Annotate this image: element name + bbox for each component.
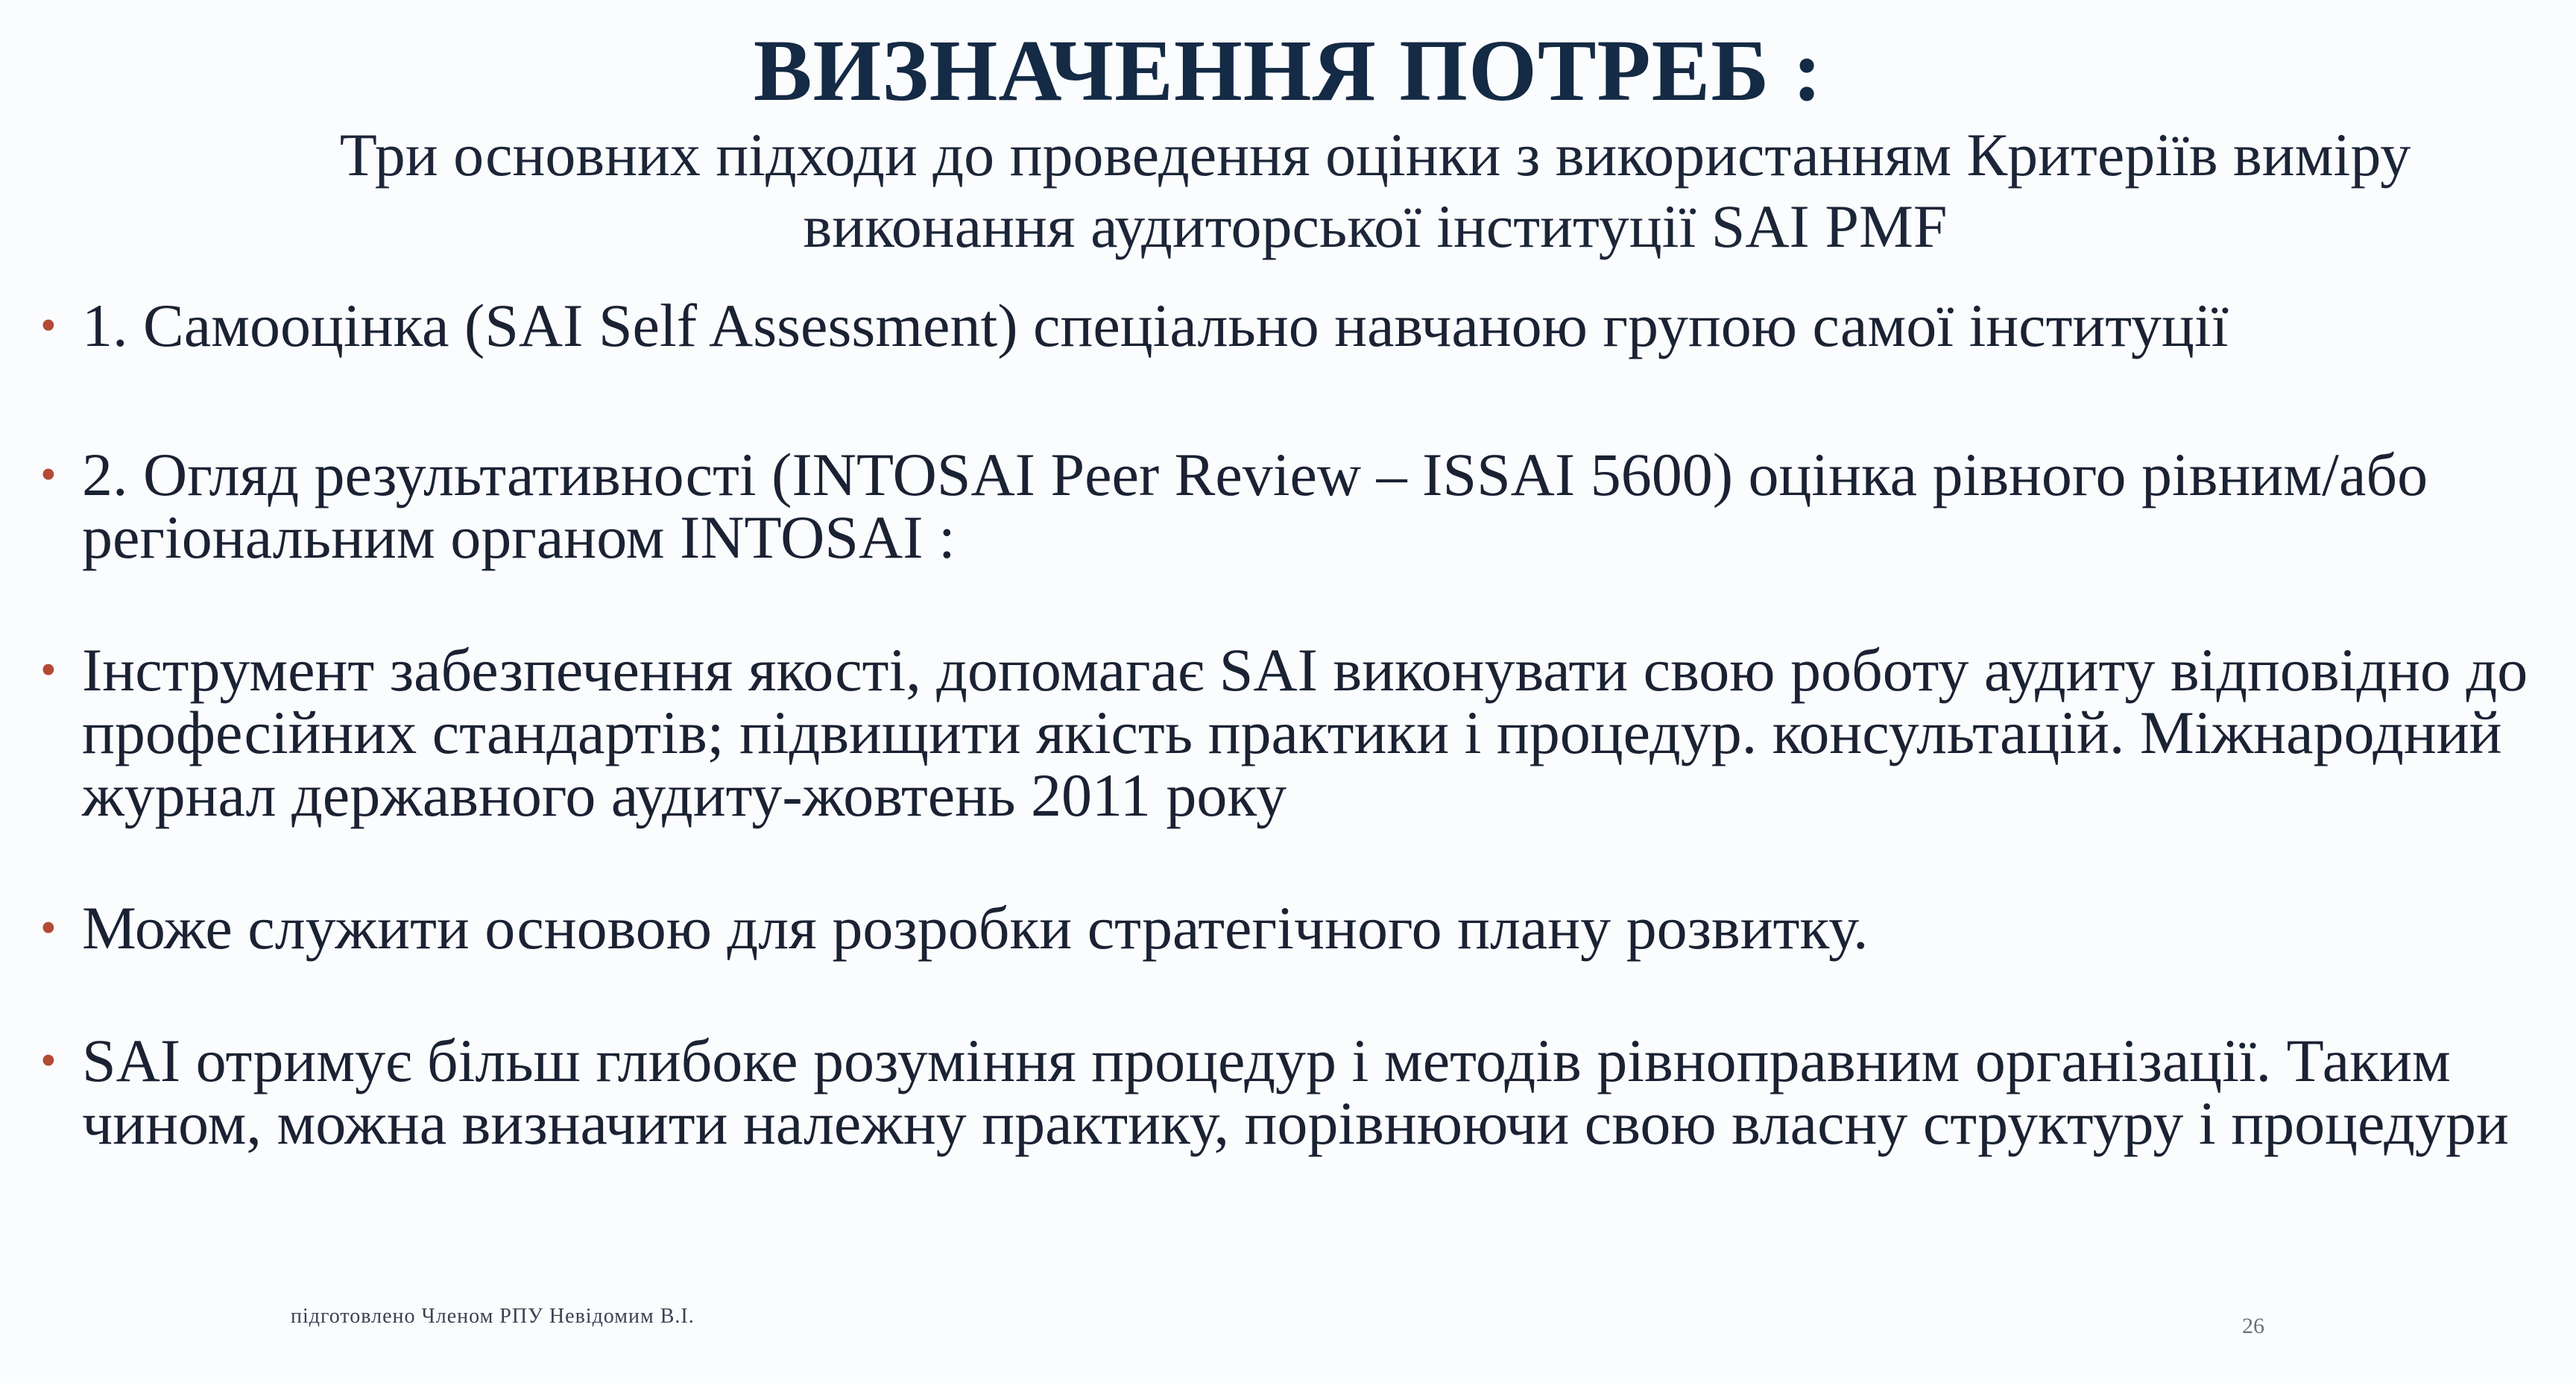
bullet-item-3 <box>37 636 2542 829</box>
bullet-text-3: Інструмент забезпечення якості, допомагає SAI виконувати свою роботу аудиту відповідно до професійних стандартів; підвищити якість практики і процедур. консультацій. Міжнародний журнал державного аудиту-жовтень 2011 року <box>82 636 2528 829</box>
bullet-item-1 <box>37 294 2542 357</box>
bullet-marker-icon: • <box>40 300 57 351</box>
bullet-text-5: SAI отримує більш глибоке розуміння процедур і методів рівноправним організації. Таким чином, можна визначити належну практику, порівнюючи свою власну структуру і процедури <box>82 1027 2509 1157</box>
page-number: 26 <box>2242 1314 2264 1338</box>
bullet-text-2: 2. Огляд результативності (INTOSAI Peer Review – ISSAI 5600) оцінка рівного рівним/або регіональним органом INTOSAI : <box>82 441 2428 571</box>
bullet-item-5 <box>37 1027 2542 1157</box>
bullet-marker-icon: • <box>40 645 57 696</box>
slide-title: ВИЗНАЧЕННЯ ПОТРЕБ : <box>753 22 1823 119</box>
bullet-marker-icon: • <box>40 1036 57 1086</box>
bullet-item-4 <box>37 894 2542 962</box>
bullet-marker-icon: • <box>40 450 57 500</box>
bullet-item-2 <box>37 441 2542 571</box>
slide-subtitle: Три основних підходи до проведення оцінки з використанням Критеріїв виміру виконання аудиторської інституції SAI PMF <box>339 121 2411 260</box>
bullet-marker-icon: • <box>40 903 57 954</box>
bullet-text-4: Може служити основою для розробки стратегічного плану розвитку. <box>82 894 1869 962</box>
bullet-text-1: 1. Самооцінка (SAI Self Assessment) спеціально навчаною групою самої інституції <box>82 292 2229 359</box>
footer-author: підготовлено Членом РПУ Невідомим В.І. <box>291 1305 695 1328</box>
bullet-list <box>37 294 2542 1155</box>
